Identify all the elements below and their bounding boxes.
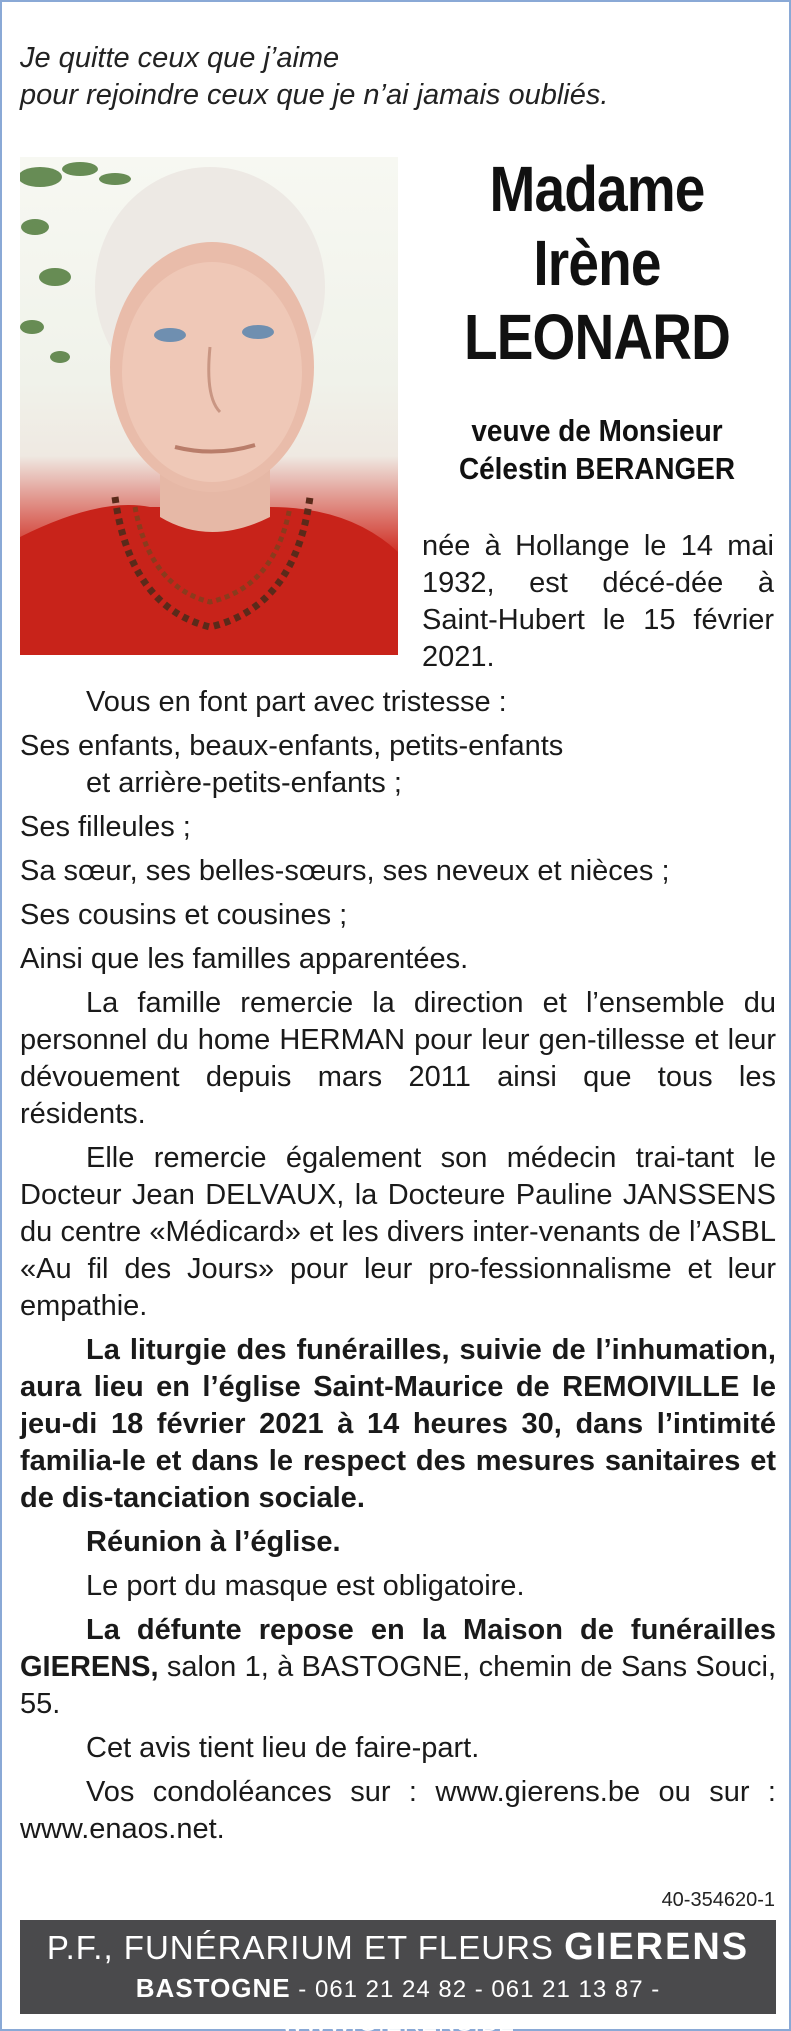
widow-of	[431, 412, 764, 488]
notice-statement: Cet avis tient lieu de faire-part.	[86, 1732, 480, 1764]
family-siblings: Sa sœur, ses belles-sœurs, ses neveux et nièces ;	[20, 855, 670, 887]
funeral-home-contacts	[20, 1971, 776, 2031]
funeral-home-city: BASTOGNE	[135, 1973, 291, 2003]
notice-body	[20, 684, 776, 1855]
family-godchildren: Ses filleules ;	[20, 811, 191, 843]
thanks-doctors: Elle remercie également son médecin trai-tant le Docteur Jean DELVAUX, la Docteure Pauline JANSSENS du centre «Médicard» et les divers inter-venants de l’ASBL «Au fil des Jours» pour leur pro-fessionnalisme et leur empathie.	[20, 1142, 776, 1322]
thanks-home: La famille remercie la direction et l’ensemble du personnel du home HERMAN pour leur gen-tillesse et leur dévouement depuis mars 2011 ainsi que tous les résidents.	[20, 987, 776, 1130]
resting-place-bold: La défunte repose en la Maison de funérailles GIERENS,	[20, 1614, 776, 1683]
funeral-home-prefix: P.F., FUNÉRARIUM ET FLEURS	[46, 1929, 565, 1966]
resting-place-address: salon 1, à BASTOGNE, chemin de Sans Souci, 55.	[20, 1651, 776, 1720]
deceased-name	[412, 152, 782, 374]
resting-place	[20, 1612, 776, 1723]
funeral-home-brand: GIERENS	[564, 1926, 750, 1968]
funeral-home-name	[20, 1920, 776, 1971]
family-relatives: Ainsi que les familles apparentées.	[20, 943, 469, 975]
intro-text: Vous en font part avec tristesse :	[86, 686, 507, 718]
family-children-line-1: Ses enfants, beaux-enfants, petits-enfants	[20, 730, 564, 762]
family-children	[20, 728, 776, 802]
widow-line-1: veuve de Monsieur	[471, 413, 723, 448]
epigraph	[20, 40, 760, 114]
epigraph-line-1: Je quitte ceux que j’aime	[20, 42, 340, 74]
portrait-illustration	[20, 157, 398, 655]
deceased-title: Madame	[489, 153, 705, 225]
funeral-home-phones-website: - 061 21 24 82 - 061 21 13 87 - WWW.GIERENS.BE	[280, 1976, 661, 2031]
family-cousins: Ses cousins et cousines ;	[20, 899, 348, 931]
portrait-photo	[20, 157, 398, 655]
funeral-home-banner	[20, 1920, 776, 2031]
epigraph-line-2: pour rejoindre ceux que je n’ai jamais oubliés.	[20, 79, 609, 111]
reference-number: 40-354620-1	[661, 1889, 775, 1911]
deceased-first-name: Irène	[533, 227, 661, 299]
condolences-links: Vos condoléances sur : www.gierens.be ou sur : www.enaos.net.	[20, 1776, 776, 1845]
widow-line-2: Célestin BERANGER	[459, 451, 735, 486]
funeral-liturgy: La liturgie des funérailles, suivie de l’inhumation, aura lieu en l’église Saint-Maurice de REMOIVILLE le jeu-di 18 février 2021 à 14 heures 30, dans l’intimité familia-le et dans le respect des mesures sanitaires et de dis-tanciation sociale.	[20, 1334, 776, 1514]
family-children-line-2: et arrière-petits-enfants ;	[86, 767, 402, 799]
mask-notice: Le port du masque est obligatoire.	[86, 1570, 525, 1602]
meeting-place: Réunion à l’église.	[86, 1526, 341, 1558]
birth-death-info: née à Hollange le 14 mai 1932, est décé-dée à Saint-Hubert le 15 février 2021.	[422, 530, 774, 673]
deceased-last-name: LEONARD	[463, 301, 731, 373]
